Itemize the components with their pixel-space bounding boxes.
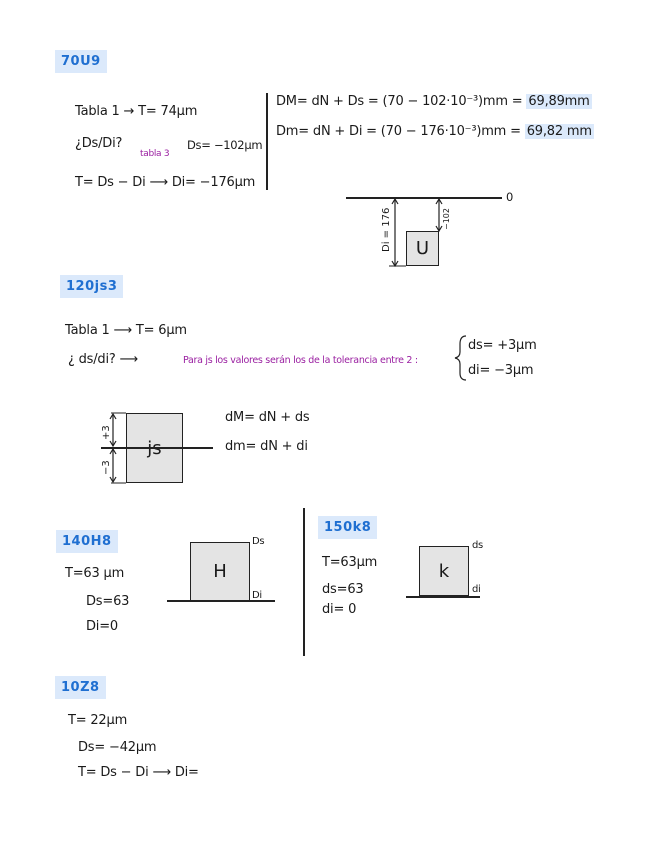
s4-tolerance: T=63µm	[322, 555, 378, 570]
s1-di-dim-label: Di = 176	[381, 207, 392, 252]
s1-tolerance-box: U	[406, 231, 439, 266]
s1-zero-label: 0	[506, 190, 514, 204]
s3-ds-value: Ds=63	[86, 594, 130, 609]
s2-formula-min: dm= dN + di	[225, 439, 308, 454]
s1-ds-value: Ds= −102µm	[187, 138, 263, 152]
s2-js-note: Para js los valores serán los de la tolerancia entre 2 :	[183, 355, 418, 366]
s3-tolerance-box: H	[190, 542, 250, 601]
s4-tolerance-box: k	[419, 546, 469, 596]
s3-tolerance: T=63 µm	[65, 566, 125, 581]
s1-dm-min-result: 69,82 mm	[526, 124, 592, 139]
s2-ds-value: ds= +3µm	[468, 338, 537, 353]
s1-dm-min-formula: Dm= dN + Di = (70 − 176·10⁻³)mm =	[276, 124, 521, 139]
s1-dm-max-formula: DM= dN + Ds = (70 − 102·10⁻³)mm =	[276, 94, 523, 109]
s2-bot-dim-label: −3	[101, 460, 112, 475]
s1-line-tolerance: T= Ds − Di ⟶ Di= −176µm	[75, 175, 256, 190]
s2-formula-max: dM= dN + ds	[225, 410, 310, 425]
s1-dm-max-result: 69,89mm	[528, 94, 590, 109]
section-tag-10z8: 10Z8	[55, 676, 106, 699]
section-tag-150k8: 150k8	[318, 516, 377, 539]
s5-ds-value: Ds= −42µm	[78, 740, 157, 755]
s1-tabla3-note: tabla 3	[140, 149, 170, 159]
s4-ds-value: ds=63	[322, 582, 364, 597]
section-tag-70u9: 70U9	[55, 50, 107, 73]
s1-ds-dim-label: −102	[442, 208, 451, 230]
s3-di-label: Di	[252, 590, 262, 601]
section-tag-140h8: 140H8	[56, 530, 118, 553]
s1-line-tabla: Tabla 1 → T= 74µm	[75, 104, 198, 119]
s5-equation: T= Ds − Di ⟶ Di=	[78, 765, 199, 780]
s5-tolerance: T= 22µm	[68, 713, 128, 728]
s1-line-question: ¿Ds/Di?	[75, 136, 123, 151]
s3-ds-label: Ds	[252, 536, 265, 547]
s4-ds-label: ds	[472, 540, 483, 551]
s2-line-question: ¿ ds/di? ⟶	[68, 352, 138, 367]
s4-di-value: di= 0	[322, 602, 357, 617]
mid-divider	[303, 508, 305, 656]
s4-di-label: di	[472, 584, 481, 595]
s4-zero-line	[406, 596, 480, 598]
s3-di-value: Di=0	[86, 619, 118, 634]
section-tag-120js3: 120js3	[60, 275, 123, 298]
s2-di-value: di= −3µm	[468, 363, 534, 378]
s2-top-dim-label: +3	[101, 425, 112, 440]
s2-line-tabla: Tabla 1 ⟶ T= 6µm	[65, 323, 187, 338]
